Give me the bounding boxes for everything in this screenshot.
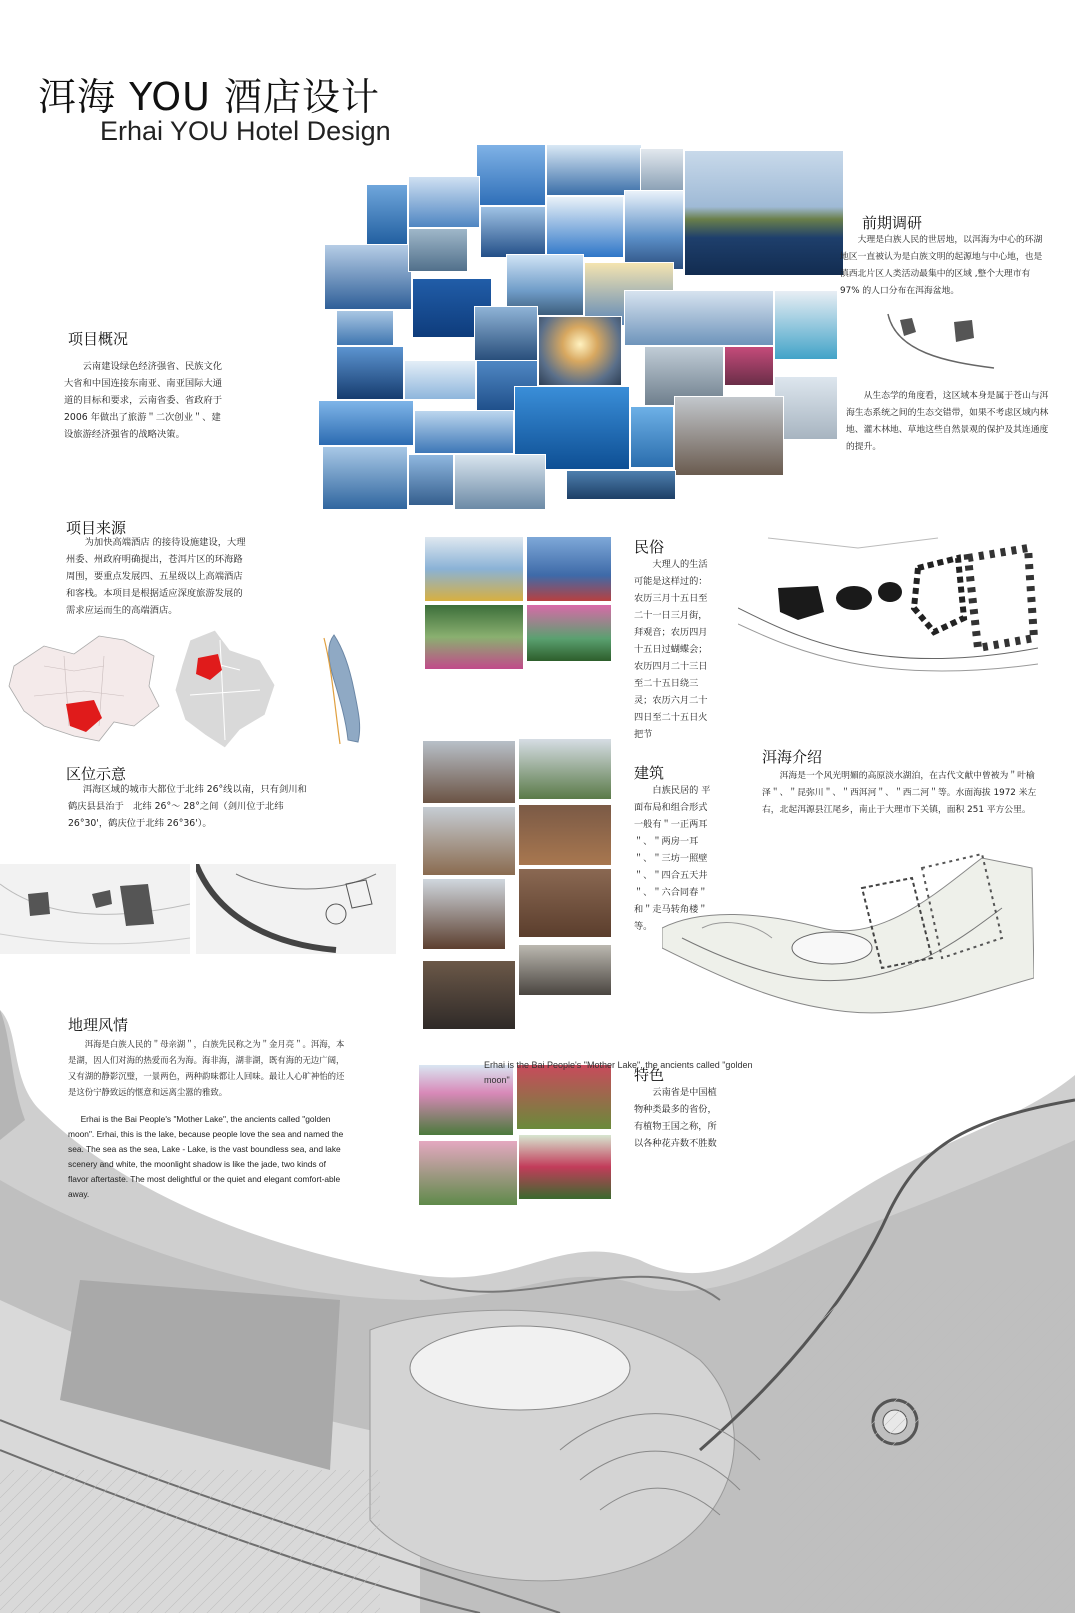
lake-photo [318,400,414,446]
site-diagram-left [0,864,190,954]
folk-photo [424,604,524,670]
masterplan-sketch [662,848,1034,1028]
lake-photo [774,290,838,360]
lake-photo [640,148,684,192]
feature-heading: 特色 [634,1066,665,1084]
folk-heading: 民俗 [634,538,665,556]
folk-photo [424,536,524,602]
lake-photo [724,346,774,386]
architecture-text: 白族民居的 平面布局和组合形式一般有＂一正两耳＂、＂两房一耳＂、＂三坊一照壁＂、＂四合五天井＂、＂六合同春＂和＂走马转角楼＂等。 [634,785,711,932]
lake-photo [414,410,514,454]
lake-photo [674,396,784,476]
location-heading: 区位示意 [66,765,127,783]
architecture-photo [422,806,516,876]
architecture-photo [518,944,612,996]
lake-photo [408,176,480,228]
lake-photo [336,310,394,346]
lake-photo [366,184,408,250]
lake-photo [624,190,684,270]
erhai-lake-map [314,630,378,746]
lake-photo [546,144,642,196]
lake-photo [476,144,546,206]
yunnan-map [170,630,280,750]
source-heading: 项目来源 [66,519,127,537]
overview-text: 云南建设绿色经济强省、民族文化大省和中国连接东南亚、南亚国际大通道的目标和要求，云南省委、省政府于 2006 年做出了旅游＂二次创业＂、建设旅游经济强省的战略决策。 [64,361,223,440]
architecture-photo [518,868,612,938]
folk-photo [526,536,612,602]
lake-photo [408,454,454,506]
architecture-heading: 建筑 [634,764,665,782]
lake-photo [624,290,774,346]
architecture-photo [422,740,516,804]
research-heading: 前期调研 [862,214,923,232]
architecture-photo [518,804,612,866]
lake-photo [566,470,676,500]
erhai-intro-text: 洱海是一个风光明媚的高原淡水湖泊，在古代文献中曾被为＂叶榆泽＂、＂昆弥川＂、＂西洱河＂、＂西二河＂等。水面海拔 1972 米左右，北起洱源县江尾乡，南止于大理市下关镇，面积 251 平方公里。 [762,771,1037,815]
research-text-2: 从生态学的角度看，这区域本身是属于苍山与洱海生态系统之间的生态交错带，如果不考虑区域内林地、灌木林地、草地这些自然景观的保护及其连通度的提升。 [846,391,1049,452]
flower-photo [518,1134,612,1200]
source-text: 为加快高端酒店 的接待设施建设，大理州委、州政府明确提出，苍洱片区的环海路周围，要重点发展四、五星级以上高端酒店和客栈。本项目是根据适应深度旅游发展的需求应运而生的高端酒店。 [66,537,246,616]
architecture-photo [518,738,612,800]
scenery-text-cn: 洱海是白族人民的＂母亲湖＂，白族先民称之为＂金月亮＂。洱海，本是湖，因人们对海的热爱而名为海。海非海，湖非湖，既有海的无边广阔，又有湖的静影沉璧，一景两色，两种韵味都让人回味。最让人心旷神怡的还是这份宁静致远的惬意和远离尘嚣的雅致。 [68,1039,345,1097]
scenery-heading: 地理风情 [68,1016,129,1034]
site-diagram-right [196,864,396,954]
lake-photo [630,406,674,468]
folk-photo [526,604,612,662]
overview-heading: 项目概况 [68,330,129,348]
architecture-photo [422,878,506,950]
lake-photo [480,206,546,258]
site-plan-detail [738,528,1038,680]
mini-site-sketch [886,312,996,370]
architecture-photo [422,960,516,1030]
lake-photo [474,306,538,362]
erhai-intro-heading: 洱海介绍 [762,748,823,766]
lake-photo [324,244,412,310]
title-chinese: 洱海 YOU 酒店设计 [38,75,381,119]
title-english: Erhai YOU Hotel Design [100,116,391,146]
lake-photo [538,316,622,386]
feature-text: 云南省是中国植物种类最多的省份，有植物王国之称，所以各种花卉数不胜数 [634,1087,717,1149]
lake-photo [404,360,476,400]
folk-text: 大理人的生活可能是这样过的：农历三月十五日至二十一日三月街，拜观音；农历四月十五日过蝴蝶会；农历四月二十三日至二十五日绕三灵；农历六月二十四日至二十五日火把节 [634,559,708,740]
location-text: 洱海区域的城市大都位于北纬 26°线以南，只有剑川和鹤庆县县治于 北纬 26°～ 28°之间（剑川位于北纬 26°30'，鹤庆位于北纬 26°36'）。 [68,784,307,829]
feature-overlap-caption: Erhai is the Bai People's "Mother Lake", the ancients called "golden moon" [484,1060,753,1085]
flower-photo [418,1140,518,1206]
lake-photo [322,446,408,510]
lake-photo [408,228,468,272]
lake-photo [684,150,844,276]
lake-photo [454,454,546,510]
china-map [4,626,164,744]
lake-photo [336,346,404,400]
research-text-1: 大理是白族人民的世居地，以洱海为中心的环湖地区一直被认为是白族文明的起源地与中心地，也是滇西北片区人类活动最集中的区域 ,整个大理市有 97% 的人口分布在洱海盆地。 [840,235,1043,296]
scenery-text-en: Erhai is the Bai People's "Mother Lake", the ancients called "golden moon". Erhai, this is the lake, because people love the sea and named the sea. The sea as the sea, Lake - Lake, is the vast boundless sea, and lake scenery and white, the moonlight shadow is like the jade, two kinds of flavor aftertaste. The most delightful or the quiet and elegant comfort-able away. [68,1114,344,1199]
lake-photo [546,196,624,258]
